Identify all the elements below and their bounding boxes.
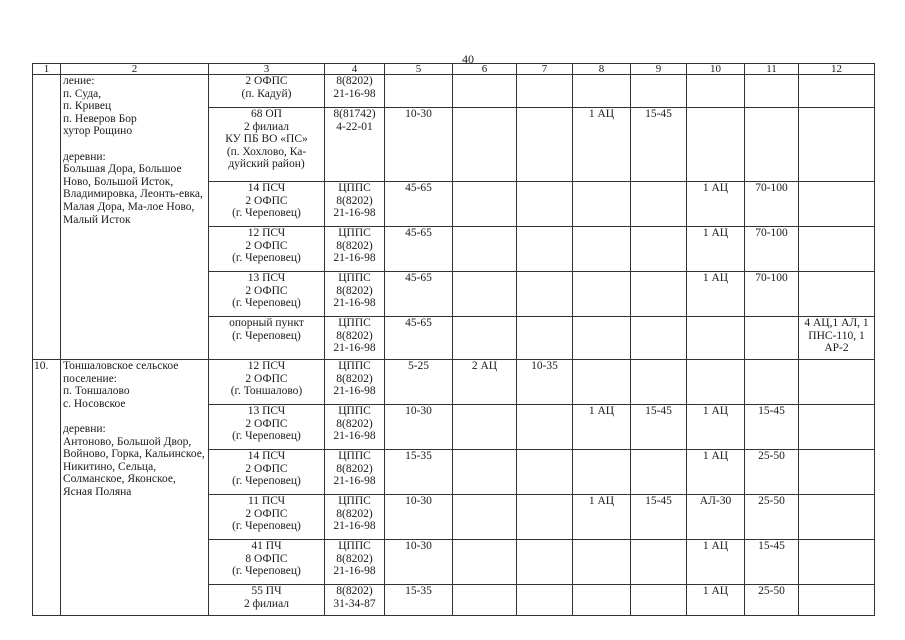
page-number: 40 (462, 52, 474, 66)
settlement-cell (61, 360, 209, 616)
vehicles-cell (687, 75, 745, 108)
phone-cell-line: 8(8202) (336, 239, 373, 252)
settlement-cell (61, 75, 209, 360)
time-cell (385, 405, 453, 450)
time-cell-line: 45-65 (405, 227, 432, 239)
equipment-cell (799, 495, 875, 540)
time-cell-line: 10-30 (405, 495, 432, 507)
time-cell (385, 360, 453, 405)
time-cell-line: 10-30 (405, 108, 432, 120)
phone-cell (325, 360, 385, 405)
unit-cell-line: (г. Череповец) (232, 430, 301, 443)
phone-cell-line: 4-22-01 (336, 120, 373, 133)
unit-cell-line: дуйский район) (228, 158, 305, 171)
time-cell (745, 495, 799, 540)
phone-cell (325, 405, 385, 450)
time-cell-line: 25-50 (758, 585, 785, 597)
phone-cell-line: ЦППС (338, 182, 371, 194)
time-cell (745, 75, 799, 108)
unit-cell-line: 2 филиал (243, 120, 290, 133)
table-body (33, 75, 875, 616)
col-header: 9 (631, 64, 687, 75)
vehicles-cell (687, 182, 745, 227)
time-cell (745, 317, 799, 360)
equipment-cell (799, 360, 875, 405)
phone-cell-line: 21-16-98 (333, 520, 376, 533)
col-header: 8 (573, 64, 631, 75)
unit-cell-line: (г. Тоншалово) (230, 385, 303, 398)
phone-cell-line: 8(8202) (336, 284, 373, 297)
vehicles-cell (687, 405, 745, 450)
vehicles-cell (573, 585, 631, 616)
time-cell (517, 495, 573, 540)
unit-cell-line: 14 ПСЧ (247, 182, 286, 194)
phone-cell-line: ЦППС (338, 227, 371, 239)
col-header: 6 (453, 64, 517, 75)
time-cell (517, 450, 573, 495)
row-number-line: 10. (34, 360, 49, 372)
phone-cell-line: 21-16-98 (333, 87, 376, 100)
phone-cell-line: 21-16-98 (333, 207, 376, 220)
phone-cell (325, 182, 385, 227)
unit-cell (209, 450, 325, 495)
equipment-cell (799, 585, 875, 616)
unit-cell-line: 68 ОП (251, 108, 282, 120)
unit-cell-line: (г. Череповец) (232, 565, 301, 578)
settlement-cell-line: с. Носовское (63, 397, 126, 410)
unit-cell (209, 585, 325, 616)
time-cell (385, 108, 453, 182)
vehicles-cell (453, 272, 517, 317)
phone-cell-line: ЦППС (338, 317, 371, 329)
vehicles-cell (573, 75, 631, 108)
time-cell (631, 317, 687, 360)
time-cell (631, 108, 687, 182)
unit-cell (209, 405, 325, 450)
phone-cell-line: 8(8202) (336, 585, 373, 597)
unit-cell (209, 182, 325, 227)
time-cell-line: 15-35 (405, 585, 432, 597)
time-cell (517, 360, 573, 405)
vehicles-cell (573, 450, 631, 495)
unit-cell (209, 227, 325, 272)
unit-cell-line: (г. Череповец) (232, 252, 301, 265)
vehicles-cell-line: 1 АЦ (588, 108, 615, 120)
unit-cell (209, 75, 325, 108)
phone-cell-line: ЦППС (338, 272, 371, 284)
vehicles-cell (687, 540, 745, 585)
equipment-cell-line: 4 АЦ,1 АЛ, 1 ПНС-110, 1 АР-2 (804, 317, 869, 355)
time-cell (631, 450, 687, 495)
vehicles-cell (453, 317, 517, 360)
phone-cell-line: ЦППС (338, 360, 371, 372)
unit-cell-line: 2 ОФПС (245, 462, 288, 475)
equipment-cell (799, 75, 875, 108)
time-cell-line: 70-100 (755, 272, 788, 284)
unit-cell-line: 13 ПСЧ (247, 405, 286, 417)
phone-cell-line: 8(8202) (336, 462, 373, 475)
time-cell (745, 450, 799, 495)
col-header: 12 (799, 64, 875, 75)
time-cell (385, 272, 453, 317)
time-cell-line: 25-50 (758, 450, 785, 462)
phone-cell-line: 8(81742) (333, 108, 376, 120)
time-cell (517, 540, 573, 585)
vehicles-cell-line: 1 АЦ (702, 227, 729, 239)
response-table (32, 63, 875, 616)
col-header: 11 (745, 64, 799, 75)
col-header: 10 (687, 64, 745, 75)
time-cell (745, 108, 799, 182)
time-cell (745, 540, 799, 585)
time-cell (517, 585, 573, 616)
time-cell (517, 108, 573, 182)
settlement-cell-line: Тоншаловское сельское поселение: (63, 360, 179, 385)
phone-cell-line: ЦППС (338, 495, 371, 507)
time-cell (385, 450, 453, 495)
col-header: 4 (325, 64, 385, 75)
time-cell-line: 45-65 (405, 272, 432, 284)
time-cell (385, 585, 453, 616)
time-cell (631, 182, 687, 227)
settlement-cell-line: Большая Дора, Большое Ново, Большой Исток, Владимировка, Леонть-евка, Малая Дора, Ма-лое Ново, Малый Исток (63, 163, 203, 226)
time-cell (385, 317, 453, 360)
time-cell (517, 317, 573, 360)
vehicles-cell (687, 360, 745, 405)
phone-cell-line: 21-16-98 (333, 430, 376, 443)
unit-cell-line: 2 ОФПС (245, 75, 288, 87)
row-number (33, 360, 61, 616)
time-cell (745, 272, 799, 317)
unit-cell-line: 2 ОФПС (245, 194, 288, 207)
vehicles-cell (573, 495, 631, 540)
time-cell-line: 45-65 (405, 317, 432, 329)
vehicles-cell-line: АЛ-30 (699, 495, 732, 507)
phone-cell-line: 31-34-87 (333, 597, 376, 610)
settlement-cell-line: Антоново, Большой Двор, Войново, Горка, Кальинское, Никитино, Сельца, Солманское, Яконское, Ясная Поляна (63, 435, 205, 498)
unit-cell (209, 540, 325, 585)
unit-cell (209, 360, 325, 405)
time-cell-line: 15-35 (405, 450, 432, 462)
unit-cell (209, 272, 325, 317)
phone-cell-line: ЦППС (338, 405, 371, 417)
vehicles-cell (453, 540, 517, 585)
unit-cell (209, 317, 325, 360)
phone-cell (325, 585, 385, 616)
unit-cell-line: 14 ПСЧ (247, 450, 286, 462)
phone-cell-line: ЦППС (338, 540, 371, 552)
vehicles-cell (453, 495, 517, 540)
time-cell (385, 182, 453, 227)
time-cell-line: 25-50 (758, 495, 785, 507)
phone-cell-line: 8(8202) (336, 372, 373, 385)
unit-cell-line: (г. Череповец) (232, 520, 301, 533)
vehicles-cell-line: 1 АЦ (702, 585, 729, 597)
time-cell (745, 227, 799, 272)
phone-cell-line: 21-16-98 (333, 297, 376, 310)
vehicles-cell (687, 227, 745, 272)
time-cell-line: 10-30 (405, 540, 432, 552)
unit-cell-line: (г. Череповец) (232, 329, 301, 342)
vehicles-cell (573, 405, 631, 450)
settlement-cell-line: п. Тоншалово (63, 385, 130, 398)
vehicles-cell (687, 317, 745, 360)
unit-cell-line: опорный пункт (229, 317, 304, 329)
time-cell (631, 585, 687, 616)
time-cell (385, 227, 453, 272)
vehicles-cell (573, 108, 631, 182)
phone-cell (325, 540, 385, 585)
time-cell (631, 405, 687, 450)
phone-cell-line: 8(8202) (336, 507, 373, 520)
vehicles-cell (573, 272, 631, 317)
unit-cell-line: (г. Череповец) (232, 475, 301, 488)
vehicles-cell (573, 540, 631, 585)
time-cell (385, 75, 453, 108)
time-cell (631, 227, 687, 272)
time-cell-line: 45-65 (405, 182, 432, 194)
phone-cell-line: 8(8202) (336, 194, 373, 207)
unit-cell-line: 11 ПСЧ (247, 495, 286, 507)
column-number-row (33, 64, 875, 75)
vehicles-cell-line: 1 АЦ (588, 405, 615, 417)
time-cell-line: 15-45 (645, 495, 672, 507)
vehicles-cell (573, 360, 631, 405)
time-cell (385, 540, 453, 585)
unit-cell-line: (г. Череповец) (232, 207, 301, 220)
time-cell-line: 15-45 (645, 405, 672, 417)
phone-cell-line: ЦППС (338, 450, 371, 462)
unit-cell-line: 2 ОФПС (245, 417, 288, 430)
vehicles-cell (573, 227, 631, 272)
time-cell (517, 75, 573, 108)
time-cell (631, 540, 687, 585)
col-header: 1 (33, 64, 61, 75)
equipment-cell (799, 450, 875, 495)
time-cell (517, 182, 573, 227)
phone-cell-line: 21-16-98 (333, 475, 376, 488)
time-cell-line: 70-100 (755, 182, 788, 194)
phone-cell (325, 272, 385, 317)
vehicles-cell (453, 450, 517, 495)
unit-cell-line: 41 ПЧ (251, 540, 282, 552)
equipment-cell (799, 108, 875, 182)
vehicles-cell-line: 1 АЦ (702, 272, 729, 284)
phone-cell-line: 21-16-98 (333, 342, 376, 355)
col-header: 7 (517, 64, 573, 75)
vehicles-cell (687, 272, 745, 317)
settlement-cell-line: деревни: (63, 150, 106, 163)
unit-cell-line: 2 ОФПС (245, 239, 288, 252)
equipment-cell (799, 182, 875, 227)
settlement-cell-line: ление: (63, 75, 95, 87)
col-header: 2 (61, 64, 209, 75)
equipment-cell (799, 317, 875, 360)
row-number (33, 75, 61, 360)
time-cell (745, 405, 799, 450)
phone-cell-line: 21-16-98 (333, 252, 376, 265)
vehicles-cell (687, 585, 745, 616)
vehicles-cell (453, 585, 517, 616)
vehicles-cell-line: 1 АЦ (702, 405, 729, 417)
phone-cell (325, 108, 385, 182)
phone-cell-line: 21-16-98 (333, 565, 376, 578)
col-header: 5 (385, 64, 453, 75)
phone-cell-line: 8(8202) (336, 552, 373, 565)
time-cell-line: 15-45 (758, 405, 785, 417)
time-cell (745, 360, 799, 405)
settlement-cell-line: деревни: (63, 422, 106, 435)
unit-cell-line: 2 ОФПС (245, 284, 288, 297)
time-cell (745, 585, 799, 616)
equipment-cell (799, 227, 875, 272)
time-cell (517, 227, 573, 272)
vehicles-cell-line: 1 АЦ (702, 450, 729, 462)
equipment-cell (799, 540, 875, 585)
equipment-cell (799, 272, 875, 317)
unit-cell-line: 12 ПСЧ (247, 360, 286, 372)
time-cell (517, 272, 573, 317)
col-header: 3 (209, 64, 325, 75)
time-cell-line: 5-25 (407, 360, 430, 372)
time-cell (385, 495, 453, 540)
unit-cell-line: 2 филиал (243, 597, 290, 610)
vehicles-cell (573, 317, 631, 360)
phone-cell (325, 75, 385, 108)
equipment-cell (799, 405, 875, 450)
vehicles-cell (453, 75, 517, 108)
unit-cell-line: 55 ПЧ (251, 585, 282, 597)
time-cell-line: 15-45 (645, 108, 672, 120)
table-row (33, 75, 875, 108)
phone-cell-line: 8(8202) (336, 329, 373, 342)
vehicles-cell (453, 227, 517, 272)
time-cell (631, 360, 687, 405)
table-row (33, 360, 875, 405)
settlement-cell-line: п. Неверов Бор (63, 112, 137, 125)
unit-cell-line: 12 ПСЧ (247, 227, 286, 239)
time-cell-line: 10-30 (405, 405, 432, 417)
unit-cell-line: (п. Хохлово, Ка- (226, 145, 307, 158)
phone-cell (325, 227, 385, 272)
time-cell-line: 70-100 (755, 227, 788, 239)
phone-cell (325, 450, 385, 495)
vehicles-cell-line: 1 АЦ (702, 182, 729, 194)
phone-cell-line: 8(8202) (336, 75, 373, 87)
time-cell (631, 272, 687, 317)
unit-cell-line: (п. Кадуй) (241, 87, 292, 100)
vehicles-cell (453, 108, 517, 182)
time-cell (745, 182, 799, 227)
time-cell (631, 495, 687, 540)
phone-cell-line: 21-16-98 (333, 385, 376, 398)
phone-cell (325, 317, 385, 360)
time-cell (631, 75, 687, 108)
unit-cell-line: 8 ОФПС (245, 552, 288, 565)
vehicles-cell (687, 450, 745, 495)
vehicles-cell-line: 1 АЦ (702, 540, 729, 552)
time-cell (517, 405, 573, 450)
unit-cell-line: 13 ПСЧ (247, 272, 286, 284)
phone-cell-line: 8(8202) (336, 417, 373, 430)
vehicles-cell-line: 2 АЦ (471, 360, 498, 372)
settlement-cell-line: хутор Рощино (63, 125, 133, 138)
time-cell-line: 10-35 (531, 360, 558, 372)
unit-cell-line: (г. Череповец) (232, 297, 301, 310)
vehicles-cell (687, 108, 745, 182)
settlement-cell-line: п. Кривец (63, 100, 112, 113)
time-cell-line: 15-45 (758, 540, 785, 552)
unit-cell-line: 2 ОФПС (245, 372, 288, 385)
vehicles-cell-line: 1 АЦ (588, 495, 615, 507)
unit-cell-line: 2 ОФПС (245, 507, 288, 520)
vehicles-cell (687, 495, 745, 540)
vehicles-cell (453, 182, 517, 227)
vehicles-cell (453, 405, 517, 450)
unit-cell (209, 108, 325, 182)
vehicles-cell (453, 360, 517, 405)
unit-cell (209, 495, 325, 540)
unit-cell-line: КУ ПБ ВО «ПС» (225, 133, 308, 146)
settlement-cell-line: п. Суда, (63, 87, 102, 100)
vehicles-cell (573, 182, 631, 227)
phone-cell (325, 495, 385, 540)
